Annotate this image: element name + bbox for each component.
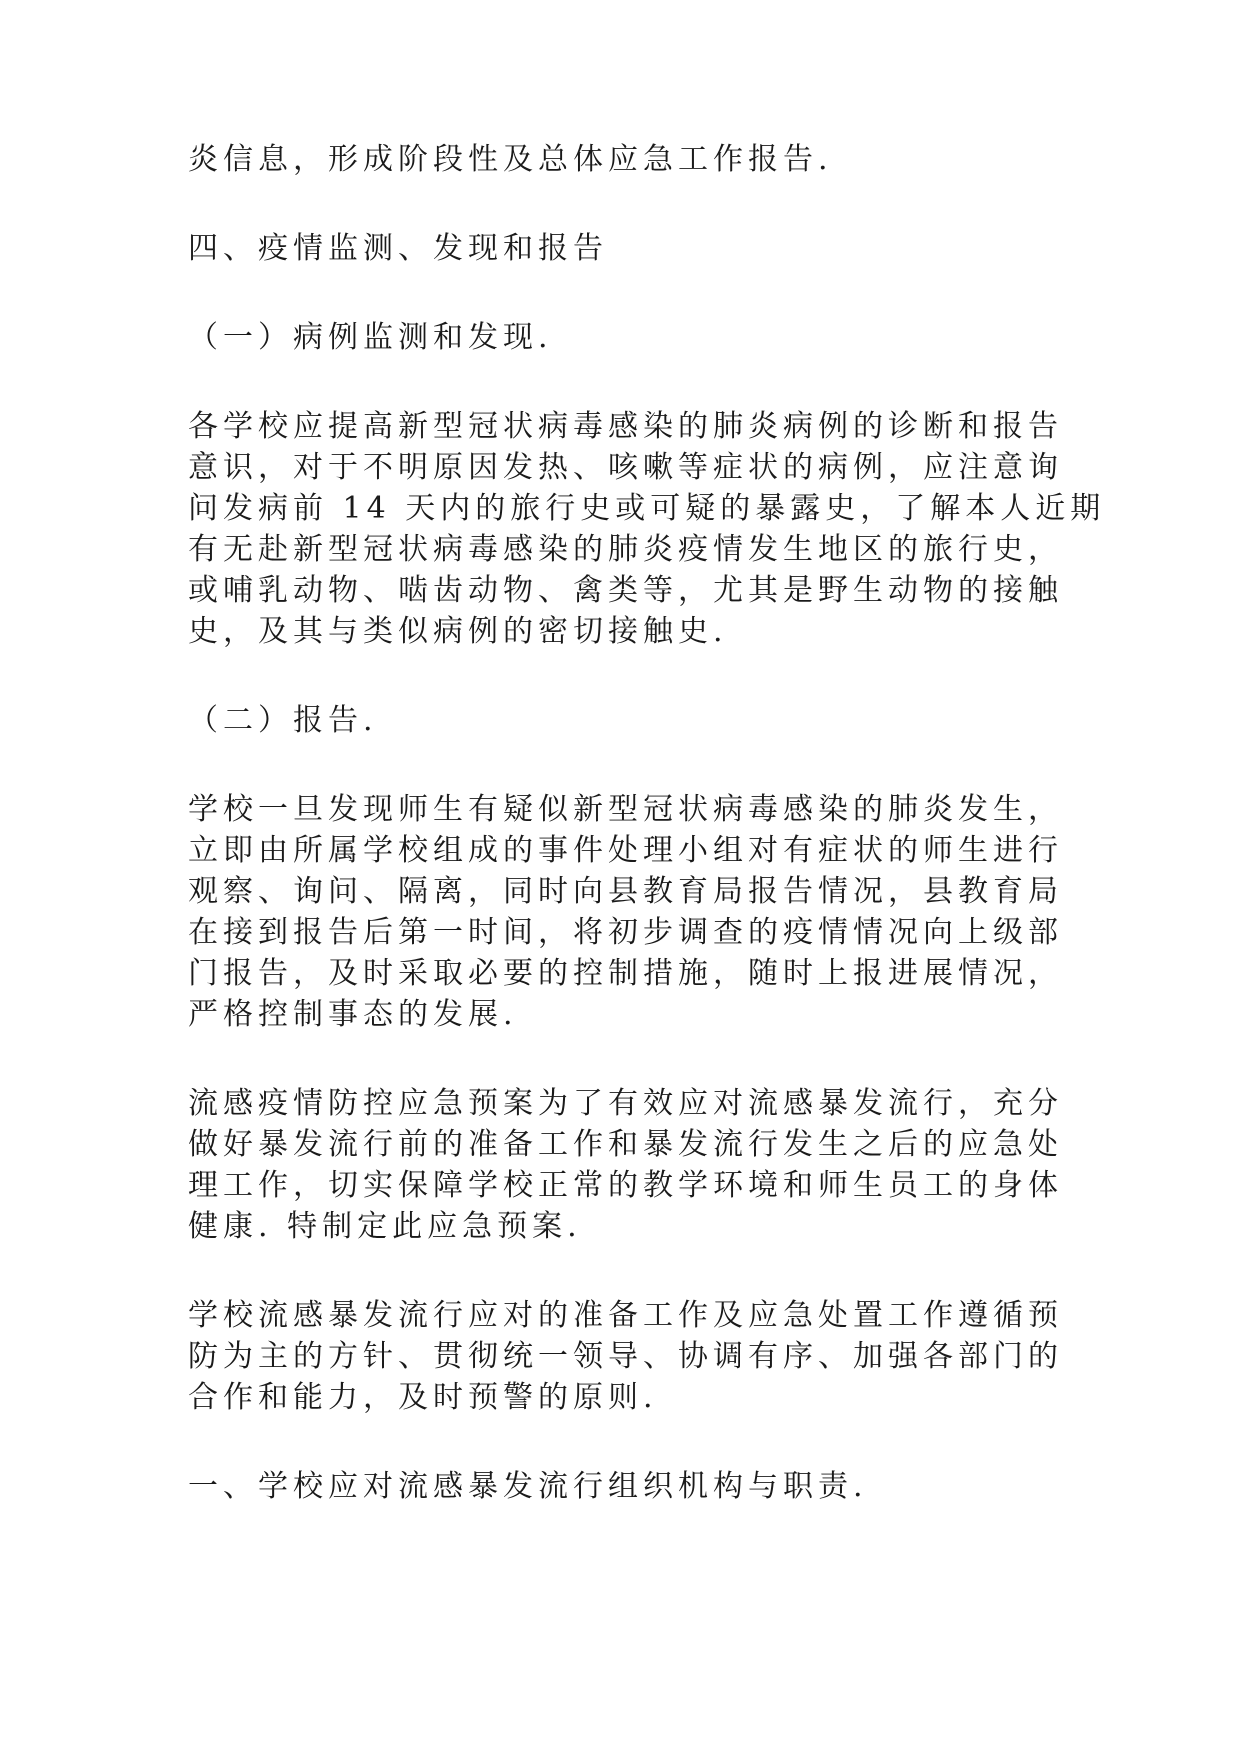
text-line: 学校一旦发现师生有疑似新型冠状病毒感染的肺炎发生， — [188, 792, 1063, 827]
paragraph-1 — [188, 139, 1048, 180]
paragraph-report — [188, 789, 1063, 1035]
text-line: 各学校应提高新型冠状病毒感染的肺炎病例的诊断和报告 — [188, 409, 1063, 444]
subheading-2 — [188, 700, 1048, 741]
document-body — [188, 139, 1106, 1555]
text-line: 合作和能力，及时预警的原则. — [188, 1380, 658, 1415]
text-line: （二）报告. — [188, 703, 378, 738]
text-line: 在接到报告后第一时间，将初步调查的疫情情况向上级部 — [188, 915, 1063, 950]
text-line: 炎信息，形成阶段性及总体应急工作报告. — [188, 142, 833, 177]
text-line: 学校流感暴发流行应对的准备工作及应急处置工作遵循预 — [188, 1298, 1063, 1333]
paragraph-case-monitoring — [188, 406, 1106, 652]
text-line: 立即由所属学校组成的事件处理小组对有症状的师生进行 — [188, 833, 1063, 868]
text-line: 防为主的方针、贯彻统一领导、协调有序、加强各部门的 — [188, 1339, 1063, 1374]
text-line: 门报告，及时采取必要的控制措施，随时上报进展情况， — [188, 956, 1063, 991]
text-line: 史，及其与类似病例的密切接触史. — [188, 614, 728, 649]
section-heading-1 — [188, 1466, 1048, 1507]
text-line: 问发病前 14 天内的旅行史或可疑的暴露史，了解本人近期 — [188, 491, 1106, 526]
text-line: （一）病例监测和发现. — [188, 320, 553, 355]
text-line: 做好暴发流行前的准备工作和暴发流行发生之后的应急处 — [188, 1127, 1063, 1162]
text-line: 健康. 特制定此应急预案. — [188, 1209, 582, 1244]
text-line: 四、疫情监测、发现和报告 — [188, 231, 608, 266]
subheading-1 — [188, 317, 1048, 358]
text-line: 观察、询问、隔离，同时向县教育局报告情况，县教育局 — [188, 874, 1063, 909]
text-line: 一、学校应对流感暴发流行组织机构与职责. — [188, 1469, 868, 1504]
text-line: 或哺乳动物、啮齿动物、禽类等，尤其是野生动物的接触 — [188, 573, 1063, 608]
section-heading-4 — [188, 228, 1048, 269]
text-line: 严格控制事态的发展. — [188, 997, 518, 1032]
text-line: 有无赴新型冠状病毒感染的肺炎疫情发生地区的旅行史， — [188, 532, 1063, 567]
text-line: 流感疫情防控应急预案为了有效应对流感暴发流行，充分 — [188, 1086, 1063, 1121]
paragraph-flu-plan-intro — [188, 1083, 1063, 1247]
text-line: 意识，对于不明原因发热、咳嗽等症状的病例，应注意询 — [188, 450, 1063, 485]
paragraph-principles — [188, 1295, 1063, 1418]
text-line: 理工作，切实保障学校正常的教学环境和师生员工的身体 — [188, 1168, 1063, 1203]
